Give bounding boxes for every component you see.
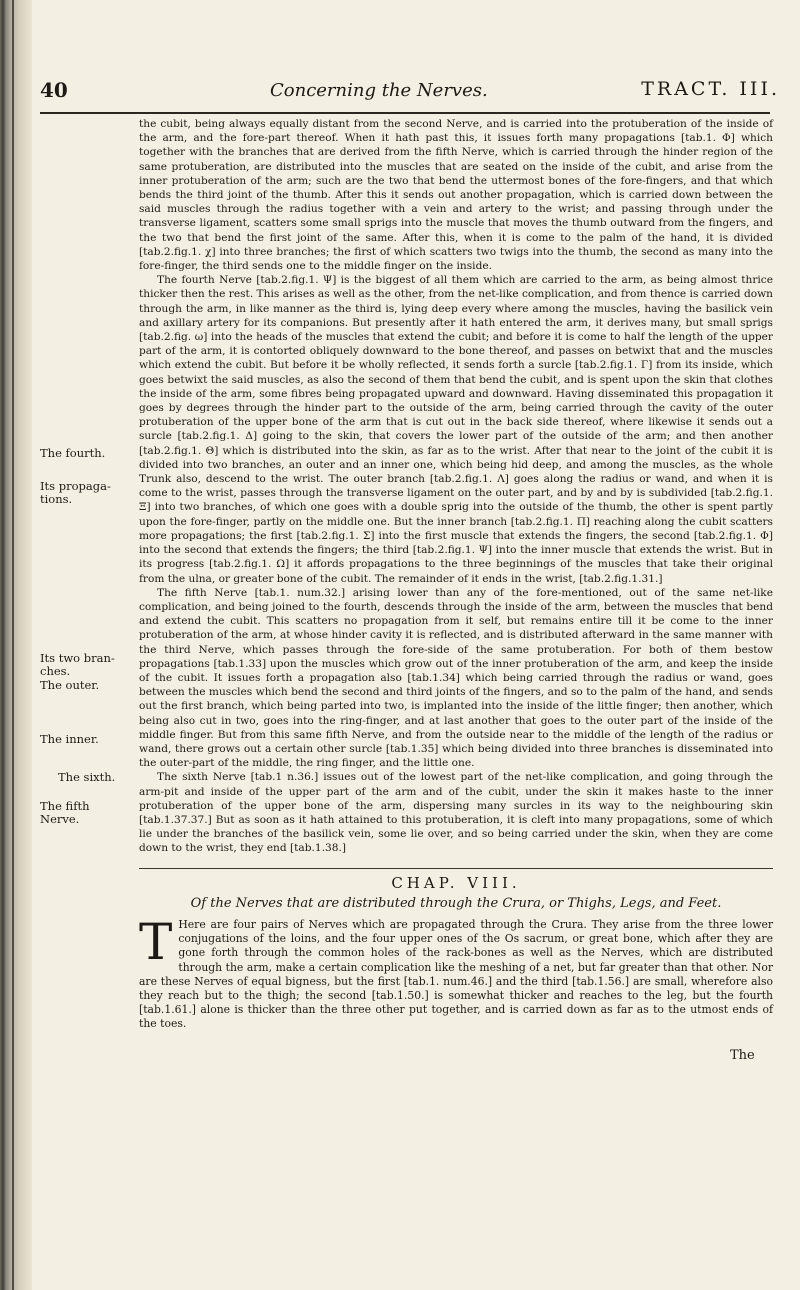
paragraph-fourth-nerve: The fourth Nerve [tab.2.fig.1. Ψ] is the biggest of all them which are carried to the arm, as being almost thrice thicker then the rest. This arises as well as the other, from the net-like complication, and from thence is carried down through the arm, in like manner as the third is, lying deep every where among the muscles, having the basilick vein and axillary artery for its companions. But presently after it hath entered the arm, it derives many, but small sprigs [tab.2.fig. ω] into the heads of the muscles that extend the cubit; and before it is come to half the length of the upper part of the arm, it is contorted obliquely downward to the bone thereof, and passes on betwixt that and the muscles which extend the cubit. But before it be wholly reflected, it sends forth a surcle [tab.2.fig.1. Γ] from its inside, which goes betwixt the said muscles, as also the second of them that bend the cubit, and is spent upon the skin that clothes the inside of the arm, some fibres being propagated upward and downward. Having disseminated this propagation it goes by degrees through the hinder part to the outside of the arm, being carried through the cavity of the outer protuberation of the upper bone of the arm that is cut out in the back side thereof, where likewise it sends out a surcle [tab.2.fig.1. Δ] going to the skin, that covers the lower part of the outside of the arm; and then another [tab.2.fig.1. Θ] which is distributed into the skin, as far as to the wrist. After that near to the joint of the cubit it is divided into two branches, an outer and an inner one, which being hid deep, and among the muscles, as the whole Trunk also, descend to the wrist. The outer branch [tab.2.fig.1. Λ] goes along the radius or wand, and when it is come to the wrist, passes through the transverse ligament on the outer part, and by and by is subdivided [tab.2.fig.1. Ξ] into two branches, of which one goes with a double sprig into the outside of the thumb, the other is spent partly upon the fore-finger, partly on the middle one. But the inner branch [tab.2.fig.1. Π] reaching along the cubit scatters more propagations; the first [tab.2.fig.1. Σ] into the first muscle that extends the fingers, the second [tab.2.fig.1. Φ] into the second that extends the fingers; the third [tab.2.fig.1. Ψ] into the inner muscle that extends the wrist. But in its progress [tab.2.fig.1. Ω] it affords propagations to the three beginnings of the muscles that take their original from the ulna, or greater bone of the cubit. The remainder of it ends in the wrist, [tab.2.fig.1.31.] <box>139 274 773 585</box>
catchword: The <box>730 1048 755 1063</box>
chapter-heading: CHAP. VIII. <box>391 874 521 892</box>
chapter-body <box>139 913 773 1032</box>
sidenote-sixth-inline: The sixth. <box>58 770 116 785</box>
chapter-text: Here are four pairs of Nerves which are propagated through the Crura. They arise from the three lower conjugations of the loins, and the four upper ones of the Os sacrum, or great bone, which after they are gone forth through the common holes of the rack-bones as well as the Nerves, which are distributed through the arm, make a certain complication like the meshing of a net, but far greater than that other. Nor are these Nerves of equal bigness, but the first [tab.1. num.46.] and the third [tab.1.56.] are small, wherefore also they reach but to the thigh; the second [tab.1.50.] is somewhat thicker and reaches to the leg, but the fourth [tab.1.61.] alone is thicker than the three other put together, and is carried down as far as to the utmost ends of the toes. <box>139 918 773 1031</box>
page-binding <box>0 0 32 1290</box>
binding-edge <box>12 0 14 1290</box>
sidenote-propagations: Its propaga-tions. <box>40 479 111 506</box>
sidenote-outer: The outer. <box>40 678 100 692</box>
running-title: Concerning the Nerves. <box>270 80 488 101</box>
paragraph-third-nerve: the cubit, being always equally distant from the second Nerve, and is carried into the protuberation of the inside of the arm, and the fore-part thereof. When it hath past this, it issues forth many propagations [tab.1. Φ] which together with the branches that are derived from the fifth Nerve, which is carried through the hinder region of the same protuberation, are distributed into the muscles that are seated on the inside of the cubit, and arise from the inner protuberation of the arm; such are the two that bend the uttermost bones of the fore-fingers, and that which bends the third joint of the thumb. After this it sends out another propagation, which is carried down between the said muscles through the radius together with a vein and artery to the wrist; and passing through under the transverse ligament, scatters some small sprigs into the muscle that moves the thumb outward from the fingers, and the two that bend the first joint of the same. After this, when it is come to the palm of the hand, it is divided [tab.2.fig.1. χ] into three branches; the first of which scatters two twigs into the thumb, the second as many into the fore-finger, the third sends one to the middle finger on the inside. <box>139 118 773 273</box>
page-number: 40 <box>40 78 68 102</box>
tract-label: TRACT. III. <box>641 78 780 100</box>
drop-cap: T <box>139 913 173 971</box>
page-header <box>40 78 780 108</box>
sidenote-fifth: The fifth Nerve. <box>40 799 90 826</box>
header-rule <box>40 112 770 114</box>
paragraph-fifth-nerve: The fifth Nerve [tab.1. num.32.] arising lower than any of the fore-mentioned, out of the same net-like complication, and being joined to the fourth, descends through the inside of the arm, between the muscles that bend and extend the cubit. This scatters no propagation from it self, but remains entire till it be come to the inner protuberation of the arm, at whose hinder cavity it is reflected, and is distributed afterward in the same manner with the third Nerve, which passes through the fore-side of the same protuberation. For both of them bestow propagations [tab.1.33] upon the muscles which grow out of the inner protuberation of the arm, and keep the inside of the cubit. It issues forth a propagation also [tab.1.34] which being carried through the radius or wand, goes between the muscles which bend the second and third joints of the fingers, and so to the palm of the hand, and sends out the first branch, which being parted into two, is implanted into the inside of the little finger; then another, which being also cut in two, goes into the ring-finger, and at last another that goes to the outer part of the inside of the middle finger. But from this same fifth Nerve, and from the outside near to the middle of the length of the radius or wand, there grows out a certain other surcle [tab.1.35] which being divided into three branches is disseminated into the outer-part of the middle, the ring finger, and the little one. <box>139 586 773 770</box>
sidenote-fourth: The fourth. <box>40 446 106 460</box>
chapter-rule <box>139 868 773 869</box>
sidenote-two-branches: Its two bran-ches. <box>40 651 115 678</box>
paragraph-sixth-text: The sixth Nerve [tab.1 n.36.] issues out of the lowest part of the net-like complication, and going through the arm-pit and inside of the upper part of the arm and of the cubit, under the skin it makes haste to the inner protuberation of the upper bone of the arm, dispersing many surcles in its way to the neighbouring skin [tab.1.37.37.] But as soon as it hath attained to this protuberation, it is cleft into many propagations, some of which lie under the branches of the basilick vein, some lie over, and so being carried under the skin, when they are come down to the wrist, they end [tab.1.38.] <box>139 771 773 855</box>
chapter-subtitle: Of the Nerves that are distributed through the Crura, or Thighs, Legs, and Feet. <box>190 896 722 911</box>
sidenote-inner: The inner. <box>40 732 99 746</box>
